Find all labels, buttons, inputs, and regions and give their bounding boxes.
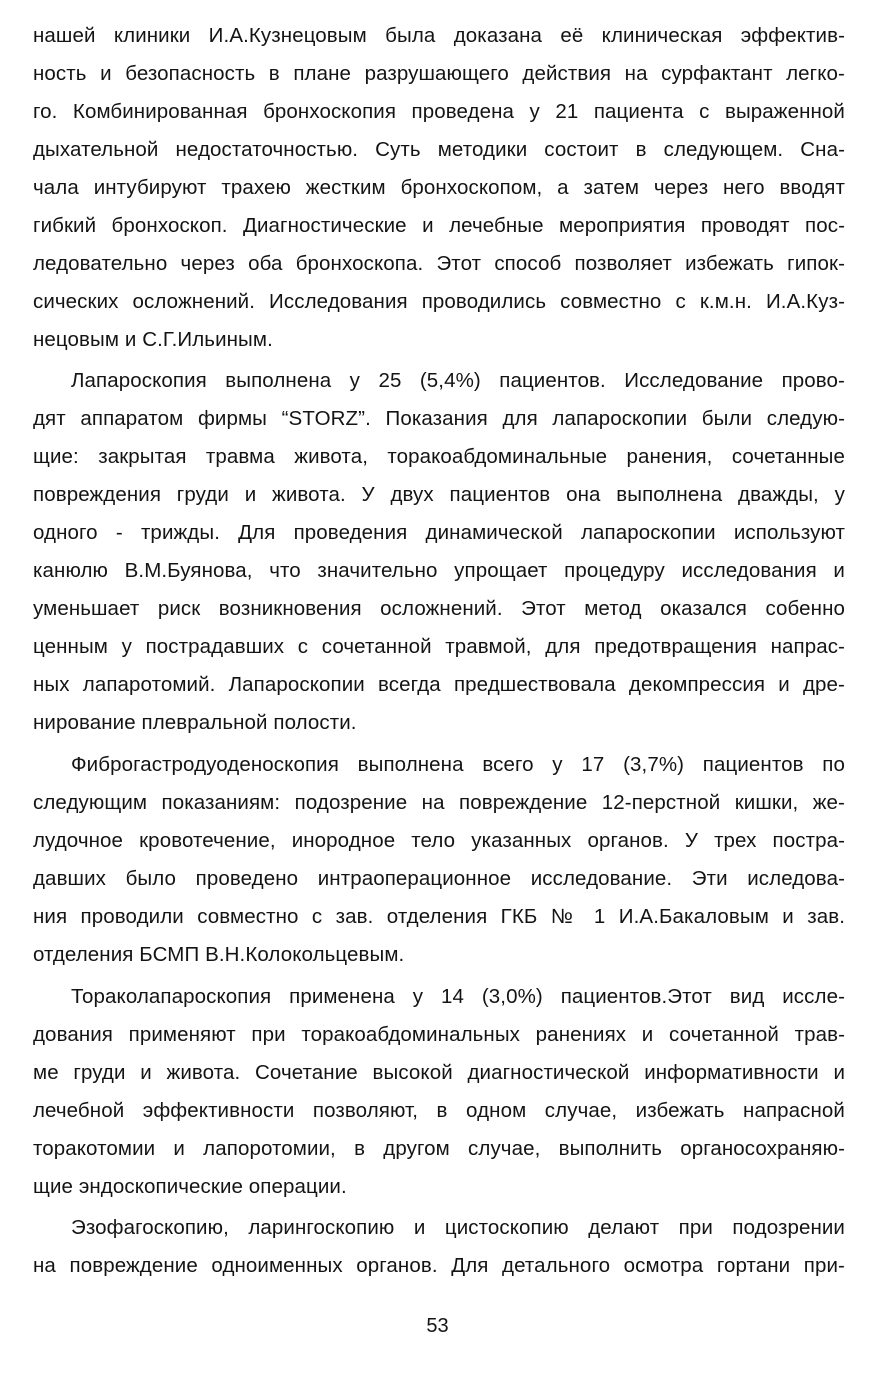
paragraph-first-line: Тораколапароскопия применена у 14 (3,0%) пациентов.Этот вид иссле- (71, 985, 845, 1008)
text-line: лудочное кровотечение, инородное тело указанных органов. У трех постра- (33, 829, 845, 852)
text-line: повреждения груди и живота. У двух пациентов она выполнена дважды, у (33, 483, 845, 506)
text-line: уменьшает риск возникновения осложнений. Этот метод оказался собенно (33, 597, 845, 620)
text-line: ме груди и живота. Сочетание высокой диагностической информативности и (33, 1061, 845, 1084)
paragraph-first-line: Эзофагоскопию, ларингоскопию и цистоскопию делают при подозрении (71, 1216, 845, 1239)
text-line: на повреждение одноименных органов. Для детального осмотра гортани при- (33, 1254, 845, 1277)
text-line: следующим показаниям: подозрение на повреждение 12-перстной кишки, же- (33, 791, 845, 814)
text-line: сических осложнений. Исследования проводились совместно с к.м.н. И.А.Куз- (33, 290, 845, 313)
text-line: отделения БСМП В.Н.Колокольцевым. (33, 943, 405, 966)
paragraph-first-line: Лапароскопия выполнена у 25 (5,4%) пациентов. Исследование прово- (71, 369, 845, 392)
text-line: щие: закрытая травма живота, торакоабдоминальные ранения, сочетанные (33, 445, 845, 468)
text-line: канюлю В.М.Буянова, что значительно упрощает процедуру исследования и (33, 559, 845, 582)
text-line: дования применяют при торакоабдоминальных ранениях и сочетанной трав- (33, 1023, 845, 1046)
text-line: ных лапаротомий. Лапароскопии всегда предшествовала декомпрессия и дре- (33, 673, 845, 696)
text-line: чала интубируют трахею жестким бронхоскопом, а затем через него вводят (33, 176, 845, 199)
page-number: 53 (426, 1315, 449, 1337)
text-line: дыхательной недостаточностью. Суть методики состоит в следующем. Сна- (33, 138, 845, 161)
text-line: нирование плевральной полости. (33, 711, 357, 734)
text-line: ледовательно через оба бронхоскопа. Этот способ позволяет избежать гипок- (33, 252, 845, 275)
text-line: лечебной эффективности позволяют, в одном случае, избежать напрасной (33, 1099, 845, 1122)
text-line: ность и безопасность в плане разрушающего действия на сурфактант легко- (33, 62, 845, 85)
text-line: давших было проведено интраоперационное исследование. Эти иследова- (33, 867, 845, 890)
text-line: щие эндоскопические операции. (33, 1175, 347, 1198)
text-line: нецовым и С.Г.Ильиным. (33, 328, 273, 351)
text-line: торакотомии и лапоротомии, в другом случае, выполнить органосохраняю- (33, 1137, 845, 1160)
paragraph-first-line: Фиброгастродуоденоскопия выполнена всего у 17 (3,7%) пациентов по (71, 753, 845, 776)
text-line: нашей клиники И.А.Кузнецовым была доказана её клиническая эффектив- (33, 24, 845, 47)
text-line: дят аппаратом фирмы “STORZ”. Показания для лапароскопии были следую- (33, 407, 845, 430)
text-line: одного - трижды. Для проведения динамической лапароскопии используют (33, 521, 845, 544)
text-line: гибкий бронхоскоп. Диагностические и лечебные мероприятия проводят пос- (33, 214, 845, 237)
text-line: го. Комбинированная бронхоскопия проведена у 21 пациента с выраженной (33, 100, 845, 123)
text-line: ценным у пострадавших с сочетанной травмой, для предотвращения напрас- (33, 635, 845, 658)
text-line: ния проводили совместно с зав. отделения ГКБ № 1 И.А.Бакаловым и зав. (33, 905, 845, 928)
